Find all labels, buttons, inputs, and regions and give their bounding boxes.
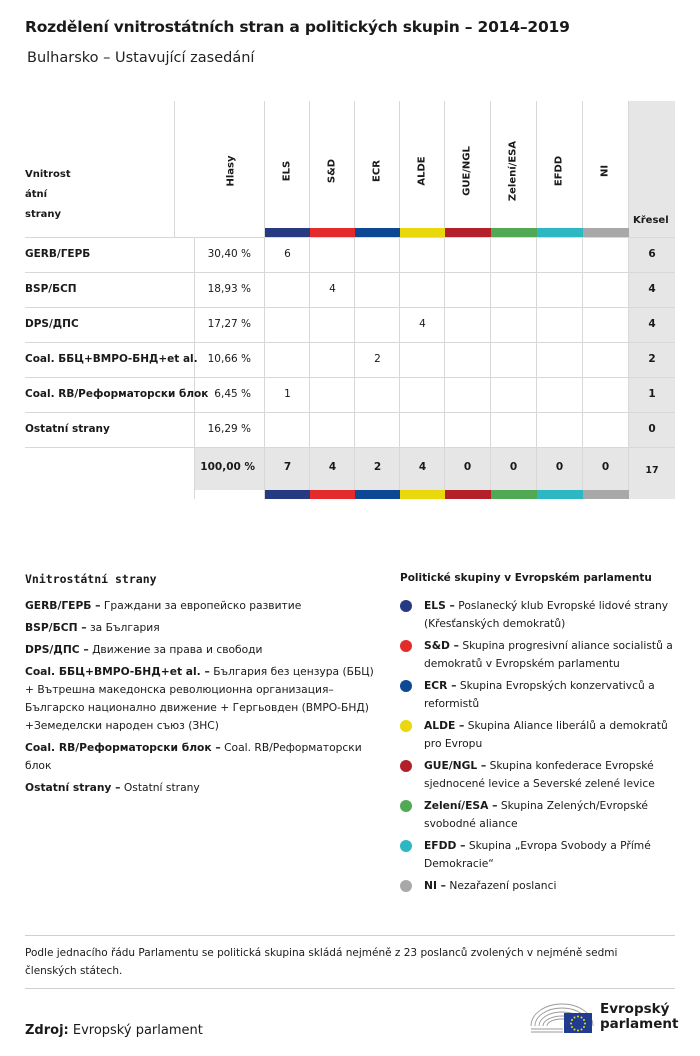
group-column-header: NI (599, 164, 611, 178)
group-color-stripe (310, 490, 356, 499)
seat-count-cell: 4 (329, 283, 336, 295)
grid-line (399, 101, 400, 499)
european-parliament-logo (529, 996, 679, 1038)
group-seat-total: 7 (283, 461, 292, 473)
party-votes: 18,93 % (207, 283, 251, 295)
seat-count-cell: 6 (284, 248, 291, 260)
party-name: BSP/БСП (25, 283, 77, 295)
group-color-stripe (445, 490, 491, 499)
parliament-hemicycle-icon (529, 996, 595, 1036)
party-seats-total: 1 (648, 388, 656, 400)
political-group-legend-item: GUE/NGL – Skupina konfederace Evropské sjednocené levice a Severské zelené levice (400, 757, 682, 793)
political-group-legend-item: S&D – Skupina progresivní aliance socialistů a demokratů v Evropském parlamentu (400, 637, 682, 673)
seats-column-header: Křesel (633, 215, 669, 226)
party-seats-total: 6 (648, 248, 656, 260)
grid-line (25, 342, 675, 343)
grid-line (354, 101, 355, 499)
grid-line (25, 412, 675, 413)
group-color-stripe (265, 490, 311, 499)
page-title: Rozdělení vnitrostátních stran a politických skupin – 2014–2019 (25, 18, 570, 36)
group-color-stripe (310, 228, 356, 237)
group-column-header: Zelení/ESA (507, 140, 519, 202)
national-party-legend-item: BSP/БСП – за България (25, 621, 160, 634)
group-color-dot (400, 880, 412, 892)
national-parties-legend (25, 597, 375, 801)
group-color-stripe (355, 228, 401, 237)
party-votes: 6,45 % (214, 388, 251, 400)
national-party-legend-item: GERB/ГЕРБ – Граждани за европейско развитие (25, 599, 302, 612)
divider (25, 988, 675, 989)
political-group-legend-item: ALDE – Skupina Aliance liberálů a demokratů pro Evropu (400, 717, 682, 753)
seat-count-cell: 2 (374, 353, 381, 365)
party-votes: 10,66 % (207, 353, 251, 365)
group-color-stripe (583, 228, 629, 237)
group-seat-total: 0 (555, 461, 564, 473)
party-seats-total: 4 (648, 283, 656, 295)
party-seats-total: 2 (648, 353, 656, 365)
logo-wordmark: Evropský parlament (600, 1001, 679, 1032)
total-votes: 100,00 % (200, 461, 255, 473)
group-color-stripe (355, 490, 401, 499)
group-color-stripe (265, 228, 311, 237)
grid-line (444, 101, 445, 499)
group-color-stripe (491, 228, 537, 237)
political-groups-legend (400, 597, 682, 899)
grid-line (582, 101, 583, 499)
grand-seat-total: 17 (645, 465, 659, 476)
party-votes: 30,40 % (207, 248, 251, 260)
party-name: GERB/ГЕРБ (25, 248, 91, 260)
group-column-header: GUE/NGL (461, 146, 473, 196)
party-votes: 17,27 % (207, 318, 251, 330)
grid-line (309, 101, 310, 499)
national-parties-legend-title: Vnitrostátní strany (25, 572, 157, 586)
group-color-stripe (583, 490, 629, 499)
political-group-legend-item: ELS – Poslanecký klub Evropské lidové strany (Křesťanských demokratů) (400, 597, 682, 633)
group-color-dot (400, 840, 412, 852)
group-column-header: ECR (371, 160, 383, 182)
group-column-header: ALDE (416, 156, 428, 186)
political-group-legend-item: Zelení/ESA – Skupina Zelených/Evropské svobodné aliance (400, 797, 682, 833)
group-color-stripe (400, 228, 446, 237)
grid-line (264, 101, 265, 499)
group-column-header: EFDD (553, 155, 565, 187)
grid-line (628, 101, 629, 499)
group-column-header: S&D (326, 158, 338, 184)
political-group-legend-item: EFDD – Skupina „Evropa Svobody a Přímé Demokracie“ (400, 837, 682, 873)
national-party-legend-item: Coal. RB/Реформаторски блок – Coal. RB/Реформаторски блок (25, 741, 362, 772)
group-color-stripe (537, 228, 583, 237)
votes-column-header: Hlasy (225, 155, 237, 187)
grid-line (490, 101, 491, 499)
grid-line (25, 237, 675, 238)
party-name: Coal. RB/Реформаторски блок (25, 388, 209, 400)
grid-line (25, 447, 675, 448)
group-color-dot (400, 720, 412, 732)
grid-line (536, 101, 537, 499)
group-color-stripe (445, 228, 491, 237)
party-seats-total: 4 (648, 318, 656, 330)
seat-count-cell: 1 (284, 388, 291, 400)
political-group-legend-item: ECR – Skupina Evropských konzervativců a reformistů (400, 677, 682, 713)
group-seat-total: 0 (463, 461, 472, 473)
political-group-legend-item: NI – Nezařazení poslanci (400, 877, 682, 895)
group-seat-total: 2 (373, 461, 382, 473)
group-seat-total: 4 (418, 461, 427, 473)
group-color-dot (400, 600, 412, 612)
national-party-legend-item: Coal. ББЦ+ВМРО-БНД+et al. – България без цензура (ББЦ) + Вътрешна македонска революционна организация–Българско национално движение + Гергьовден (ВМРО-БНД) +Земеделски народен съюз (ЗНС) (25, 665, 374, 732)
group-color-stripe (491, 490, 537, 499)
group-color-dot (400, 800, 412, 812)
grid-line (25, 307, 675, 308)
group-color-stripe (537, 490, 583, 499)
seat-count-cell: 4 (419, 318, 426, 330)
divider (25, 935, 675, 936)
party-name: DPS/ДПС (25, 318, 79, 330)
footnote: Podle jednacího řádu Parlamentu se politická skupina skládá nejméně z 23 poslanců zvolených v nejméně sedmi členských státech. (25, 947, 618, 977)
party-name: Ostatní strany (25, 423, 110, 435)
national-party-legend-item: DPS/ДПС – Движение за права и свободи (25, 643, 263, 656)
party-votes: 16,29 % (207, 423, 251, 435)
party-seats-total: 0 (648, 423, 656, 435)
group-seat-total: 0 (509, 461, 518, 473)
group-color-stripe (400, 490, 446, 499)
seat-distribution-table (25, 101, 675, 499)
grid-line (25, 377, 675, 378)
party-name: Coal. ББЦ+ВМРО-БНД+et al. (25, 353, 198, 365)
seats-column-bg (629, 101, 675, 499)
group-seat-total: 4 (328, 461, 337, 473)
grid-line (194, 237, 195, 499)
group-color-dot (400, 640, 412, 652)
group-seat-total: 0 (601, 461, 610, 473)
grid-line (25, 272, 675, 273)
group-color-dot (400, 680, 412, 692)
group-column-header: ELS (281, 160, 293, 182)
page-subtitle: Bulharsko – Ustavující zasedání (27, 50, 255, 66)
party-column-header: Vnitrost átní strany (25, 169, 71, 220)
political-groups-legend-title: Politické skupiny v Evropském parlamentu (400, 572, 652, 584)
source-line: Zdroj: Evropský parlament (25, 1023, 203, 1038)
grid-line (174, 101, 175, 237)
group-color-dot (400, 760, 412, 772)
national-party-legend-item: Ostatní strany – Ostatní strany (25, 781, 200, 794)
